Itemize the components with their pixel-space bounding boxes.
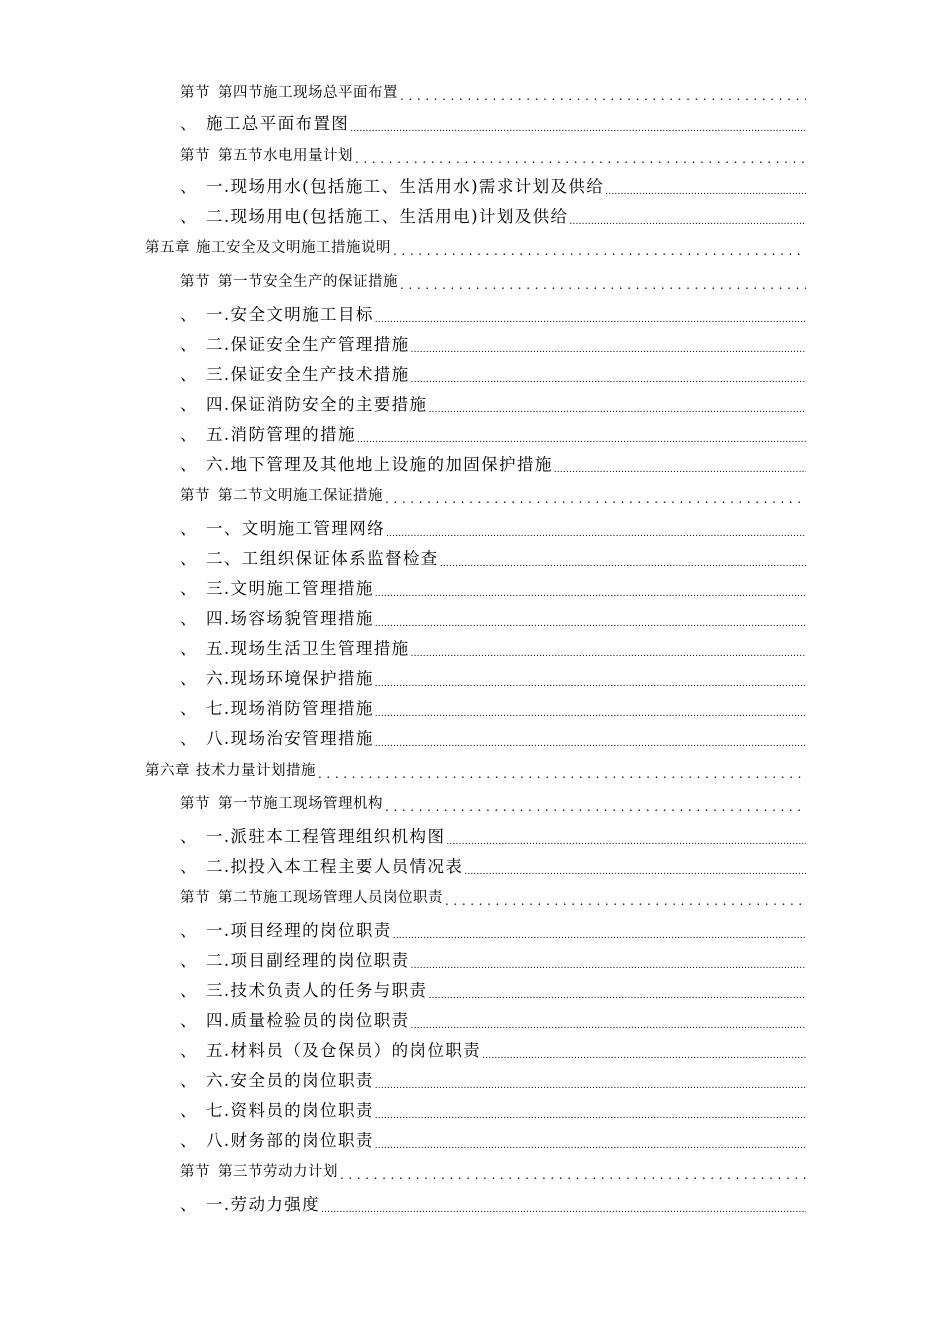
toc-prefix: 、 xyxy=(180,1011,198,1030)
toc-prefix: 第节 xyxy=(180,890,210,906)
toc-prefix: 、 xyxy=(180,177,198,196)
toc-title: 四.场容场貌管理措施 xyxy=(206,609,374,628)
toc-section-row[interactable] xyxy=(180,793,806,813)
toc-title: 施工安全及文明施工措施说明 xyxy=(196,240,391,256)
toc-prefix: 、 xyxy=(180,425,198,444)
toc-title: 八.现场治安管理措施 xyxy=(206,729,374,748)
dot-leader xyxy=(398,90,806,102)
dot-leader xyxy=(553,466,806,475)
toc-title: 一.项目经理的岗位职责 xyxy=(206,921,392,940)
toc-prefix: 第节 xyxy=(180,1164,210,1180)
toc-prefix: 第节 xyxy=(180,148,210,164)
toc-prefix: 、 xyxy=(180,951,198,970)
toc-prefix: 、 xyxy=(180,335,198,354)
toc-title: 第二节施工现场管理人员岗位职责 xyxy=(218,890,443,906)
toc-item-row[interactable] xyxy=(180,205,806,227)
toc-item-row[interactable] xyxy=(180,1069,806,1091)
dot-leader xyxy=(410,376,806,385)
toc-prefix: 、 xyxy=(180,857,198,876)
toc-item-row[interactable] xyxy=(180,1193,806,1215)
toc-item-row[interactable] xyxy=(180,423,806,445)
toc-title: 第二节文明施工保证措施 xyxy=(218,488,383,504)
dot-leader xyxy=(374,1112,806,1121)
dot-leader xyxy=(385,530,806,539)
dot-leader xyxy=(410,962,806,971)
toc-title: 二.拟投入本工程主要人员情况表 xyxy=(206,857,464,876)
dot-leader xyxy=(356,436,806,445)
dot-leader xyxy=(445,838,806,847)
dot-leader xyxy=(374,590,806,599)
toc-item-row[interactable] xyxy=(180,547,806,569)
toc-title: 四.保证消防安全的主要措施 xyxy=(206,395,428,414)
toc-prefix: 、 xyxy=(180,639,198,658)
dot-leader xyxy=(316,768,806,780)
dot-leader xyxy=(410,346,806,355)
toc-title: 第三节劳动力计划 xyxy=(218,1164,338,1180)
dot-leader xyxy=(320,1206,806,1215)
dot-leader xyxy=(374,710,806,719)
toc-item-row[interactable] xyxy=(180,979,806,1001)
dot-leader xyxy=(439,560,806,569)
dot-leader xyxy=(353,153,806,165)
toc-title: 三.保证安全生产技术措施 xyxy=(206,365,410,384)
dot-leader xyxy=(349,125,806,134)
toc-title: 二.项目副经理的岗位职责 xyxy=(206,951,410,970)
toc-prefix: 、 xyxy=(180,699,198,718)
toc-section-row[interactable] xyxy=(180,485,806,505)
toc-prefix: 、 xyxy=(180,1071,198,1090)
toc-item-row[interactable] xyxy=(180,1039,806,1061)
toc-title: 第四节施工现场总平面布置 xyxy=(218,85,398,101)
toc-prefix: 、 xyxy=(180,1195,198,1214)
toc-prefix: 、 xyxy=(180,579,198,598)
toc-title: 一.安全文明施工目标 xyxy=(206,305,374,324)
toc-title: 六.现场环境保护措施 xyxy=(206,669,374,688)
dot-leader xyxy=(481,1052,806,1061)
toc-section-row[interactable] xyxy=(180,887,806,907)
toc-item-row[interactable] xyxy=(180,727,806,749)
toc-prefix: 、 xyxy=(180,1131,198,1150)
toc-item-row[interactable] xyxy=(180,517,806,539)
toc-item-row[interactable] xyxy=(180,1099,806,1121)
dot-leader xyxy=(374,1142,806,1151)
toc-item-row[interactable] xyxy=(180,667,806,689)
toc-title: 第五节水电用量计划 xyxy=(218,148,353,164)
dot-leader xyxy=(383,493,806,505)
toc-item-row[interactable] xyxy=(180,363,806,385)
toc-item-row[interactable] xyxy=(180,1129,806,1151)
toc-section-row[interactable] xyxy=(180,145,806,165)
toc-prefix: 、 xyxy=(180,207,198,226)
toc-title: 一、文明施工管理网络 xyxy=(206,519,385,538)
toc-item-row[interactable] xyxy=(180,919,806,941)
toc-title: 二.保证安全生产管理措施 xyxy=(206,335,410,354)
toc-item-row[interactable] xyxy=(180,607,806,629)
toc-item-row[interactable] xyxy=(180,577,806,599)
toc-title: 第一节安全生产的保证措施 xyxy=(218,274,398,290)
dot-leader xyxy=(374,740,806,749)
toc-item-row[interactable] xyxy=(180,949,806,971)
toc-title: 一.现场用水(包括施工、生活用水)需求计划及供给 xyxy=(206,177,605,196)
toc-prefix: 、 xyxy=(180,921,198,940)
toc-chapter-row[interactable] xyxy=(145,760,806,780)
toc-chapter-row[interactable] xyxy=(145,237,806,257)
toc-item-row[interactable] xyxy=(180,453,806,475)
toc-item-row[interactable] xyxy=(180,175,806,197)
toc-section-row[interactable] xyxy=(180,271,806,291)
toc-title: 施工总平面布置图 xyxy=(206,114,350,133)
toc-prefix: 、 xyxy=(180,1041,198,1060)
dot-leader xyxy=(443,895,806,907)
toc-title: 六.地下管理及其他地上设施的加固保护措施 xyxy=(206,455,553,474)
toc-prefix: 第六章 xyxy=(145,763,190,779)
dot-leader xyxy=(427,406,806,415)
toc-title: 第一节施工现场管理机构 xyxy=(218,796,383,812)
toc-prefix: 、 xyxy=(180,827,198,846)
toc-item-row[interactable] xyxy=(180,112,806,134)
dot-leader xyxy=(391,245,806,257)
toc-title: 一.派驻本工程管理组织机构图 xyxy=(206,827,446,846)
dot-leader xyxy=(374,1082,806,1091)
dot-leader xyxy=(383,801,806,813)
toc-prefix: 、 xyxy=(180,609,198,628)
toc-prefix: 、 xyxy=(180,549,198,568)
toc-item-row[interactable] xyxy=(180,855,806,877)
toc-title: 三.技术负责人的任务与职责 xyxy=(206,981,428,1000)
dot-leader xyxy=(604,188,806,197)
toc-prefix: 第节 xyxy=(180,796,210,812)
dot-leader xyxy=(392,932,806,941)
dot-leader xyxy=(568,218,806,227)
toc-item-row[interactable] xyxy=(180,303,806,325)
toc-section-row[interactable] xyxy=(180,82,806,102)
toc-prefix: 、 xyxy=(180,305,198,324)
toc-item-row[interactable] xyxy=(180,697,806,719)
dot-leader xyxy=(410,1022,806,1031)
dot-leader xyxy=(374,680,806,689)
toc-prefix: 、 xyxy=(180,365,198,384)
toc-prefix: 、 xyxy=(180,729,198,748)
toc-prefix: 、 xyxy=(180,669,198,688)
toc-prefix: 第五章 xyxy=(145,240,190,256)
toc-prefix: 、 xyxy=(180,1101,198,1120)
toc-title: 二、工组织保证体系监督检查 xyxy=(206,549,439,568)
toc-title: 七.资料员的岗位职责 xyxy=(206,1101,374,1120)
dot-leader xyxy=(374,620,806,629)
toc-prefix: 第节 xyxy=(180,85,210,101)
dot-leader xyxy=(398,279,806,291)
dot-leader xyxy=(427,992,806,1001)
toc-item-row[interactable] xyxy=(180,333,806,355)
toc-section-row[interactable] xyxy=(180,1161,806,1181)
toc-title: 一.劳动力强度 xyxy=(206,1195,321,1214)
toc-title: 七.现场消防管理措施 xyxy=(206,699,374,718)
toc-title: 技术力量计划措施 xyxy=(196,763,316,779)
dot-leader xyxy=(463,868,806,877)
toc-title: 五.现场生活卫生管理措施 xyxy=(206,639,410,658)
dot-leader xyxy=(410,650,806,659)
toc-title: 五.材料员（及仓保员）的岗位职责 xyxy=(206,1041,482,1060)
toc-prefix: 第节 xyxy=(180,274,210,290)
toc-prefix: 、 xyxy=(180,455,198,474)
toc-title: 三.文明施工管理措施 xyxy=(206,579,374,598)
toc-title: 五.消防管理的措施 xyxy=(206,425,356,444)
toc-title: 四.质量检验员的岗位职责 xyxy=(206,1011,410,1030)
toc-title: 六.安全员的岗位职责 xyxy=(206,1071,374,1090)
toc-item-row[interactable] xyxy=(180,825,806,847)
toc-item-row[interactable] xyxy=(180,637,806,659)
toc-title: 二.现场用电(包括施工、生活用电)计划及供给 xyxy=(206,207,569,226)
toc-item-row[interactable] xyxy=(180,393,806,415)
toc-prefix: 、 xyxy=(180,519,198,538)
toc-prefix: 、 xyxy=(180,395,198,414)
dot-leader xyxy=(374,316,806,325)
toc-prefix: 、 xyxy=(180,114,198,133)
dot-leader xyxy=(338,1169,806,1181)
toc-item-row[interactable] xyxy=(180,1009,806,1031)
toc-title: 八.财务部的岗位职责 xyxy=(206,1131,374,1150)
toc-prefix: 第节 xyxy=(180,488,210,504)
toc-prefix: 、 xyxy=(180,981,198,1000)
